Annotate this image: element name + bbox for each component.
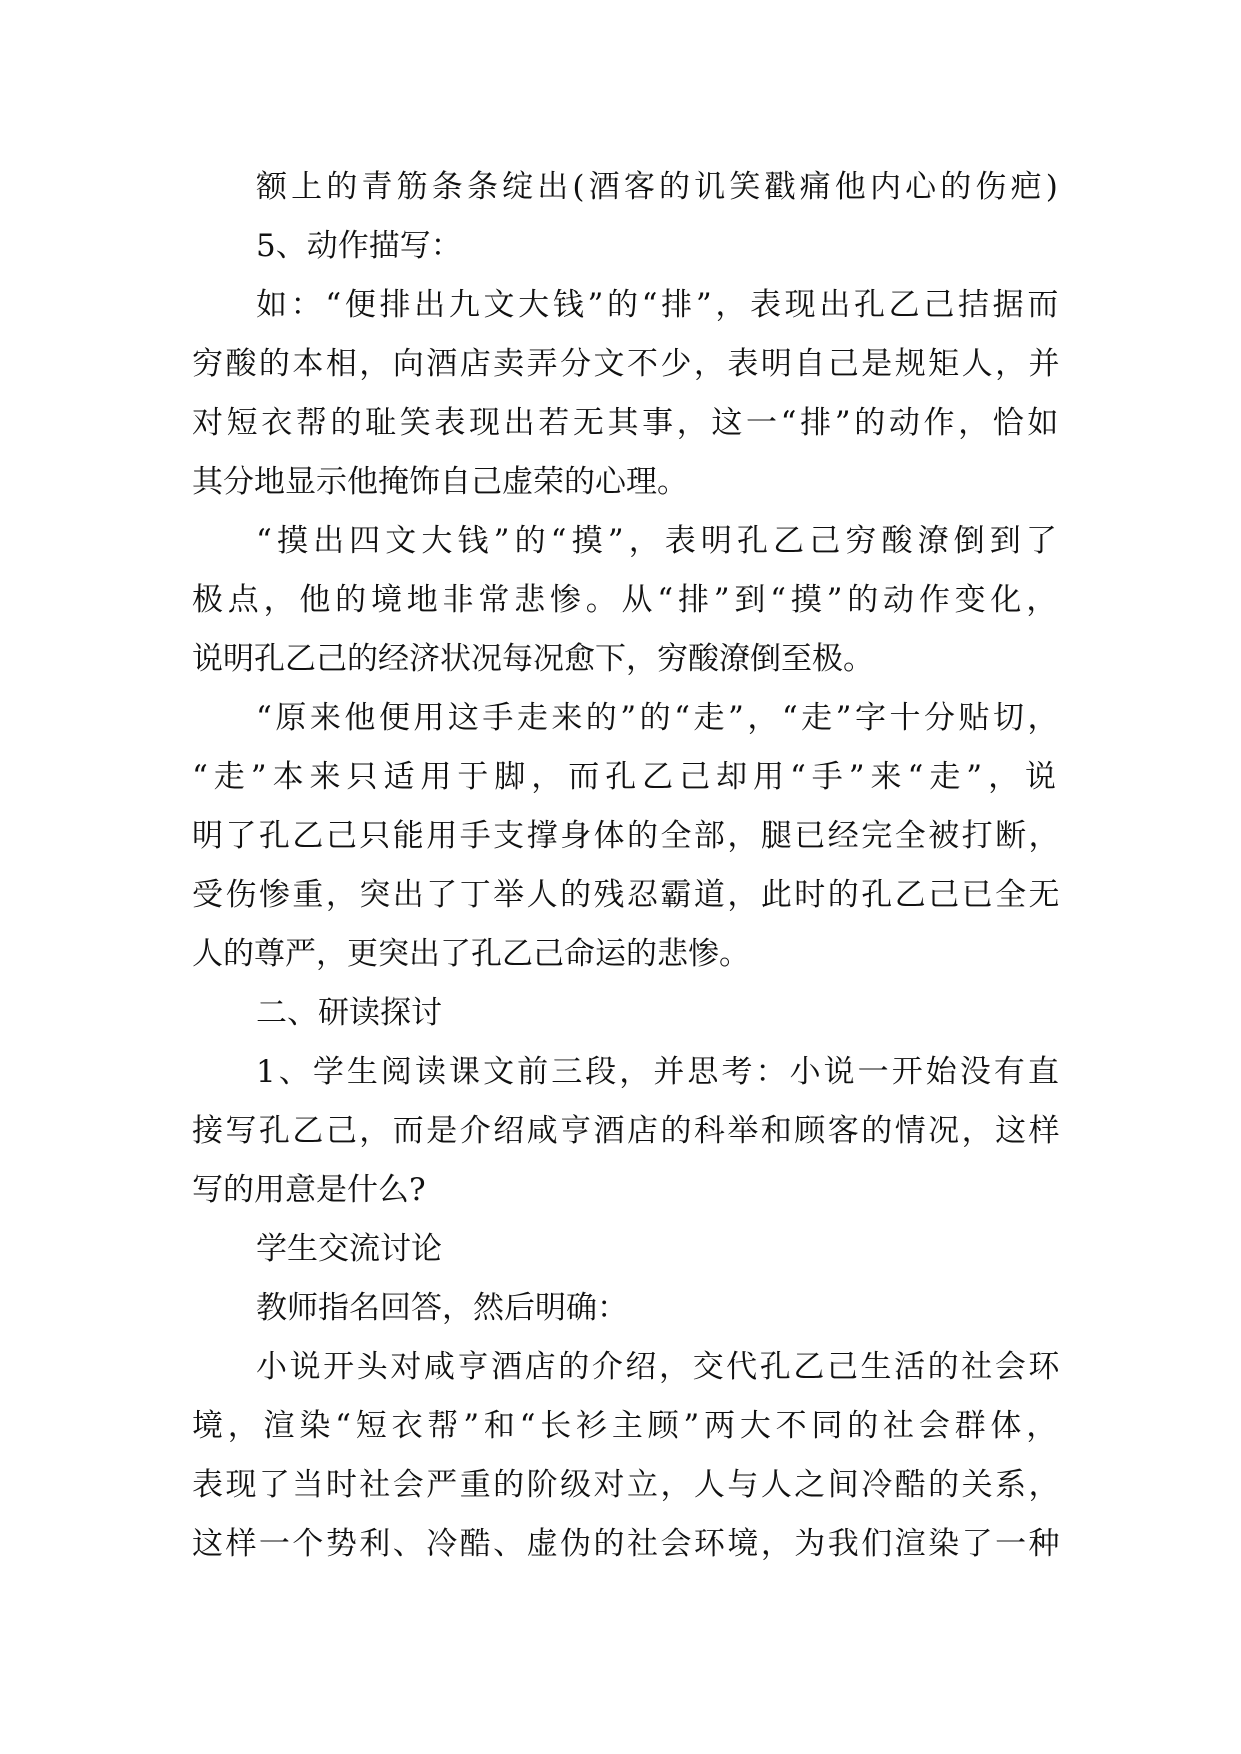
text-line: 人的尊严，更突出了孔乙己命运的悲惨。 (192, 936, 750, 972)
text-line: 教师指名回答，然后明确： (256, 1290, 628, 1326)
text-line: 对短衣帮的耻笑表现出若无其事，这一“排”的动作，恰如 (192, 405, 1062, 441)
text-line: 如：“便排出九文大钱”的“排”，表现出孔乙己拮据而 (256, 287, 1062, 323)
text-line: 穷酸的本相，向酒店卖弄分文不少，表明自己是规矩人，并 (192, 346, 1062, 382)
text-line: 二、研读探讨 (256, 995, 442, 1031)
text-line: 写的用意是什么? (192, 1172, 426, 1208)
text-line: 小说开头对咸亨酒店的介绍，交代孔乙己生活的社会环 (256, 1349, 1062, 1385)
text-line: 5、动作描写： (256, 228, 462, 264)
text-line: “摸出四文大钱”的“摸”，表明孔乙己穷酸潦倒到了 (256, 523, 1062, 559)
text-line: “走”本来只适用于脚，而孔乙己却用“手”来“走”，说 (192, 759, 1062, 795)
text-line: 1、学生阅读课文前三段，并思考：小说一开始没有直 (256, 1054, 1062, 1090)
text-line: 表现了当时社会严重的阶级对立，人与人之间冷酷的关系， (192, 1467, 1062, 1503)
text-line: 这样一个势利、冷酷、虚伪的社会环境，为我们渲染了一种 (192, 1526, 1062, 1562)
text-line: 说明孔乙己的经济状况每况愈下，穷酸潦倒至极。 (192, 641, 874, 677)
body-text (192, 158, 1062, 1574)
text-line: 明了孔乙己只能用手支撑身体的全部，腿已经完全被打断， (192, 818, 1062, 854)
text-line: “原来他便用这手走来的”的“走”，“走”字十分贴切， (256, 700, 1062, 736)
text-line: 额上的青筋条条绽出(酒客的讥笑戳痛他内心的伤疤) (256, 169, 1062, 205)
text-line: 受伤惨重，突出了丁举人的残忍霸道，此时的孔乙己已全无 (192, 877, 1062, 913)
text-line: 学生交流讨论 (256, 1231, 442, 1267)
text-line: 接写孔乙己，而是介绍咸亨酒店的科举和顾客的情况，这样 (192, 1113, 1062, 1149)
text-line: 其分地显示他掩饰自己虚荣的心理。 (192, 464, 688, 500)
text-line: 境，渲染“短衣帮”和“长衫主顾”两大不同的社会群体， (192, 1408, 1062, 1444)
text-line: 极点，他的境地非常悲惨。从“排”到“摸”的动作变化， (192, 582, 1062, 618)
